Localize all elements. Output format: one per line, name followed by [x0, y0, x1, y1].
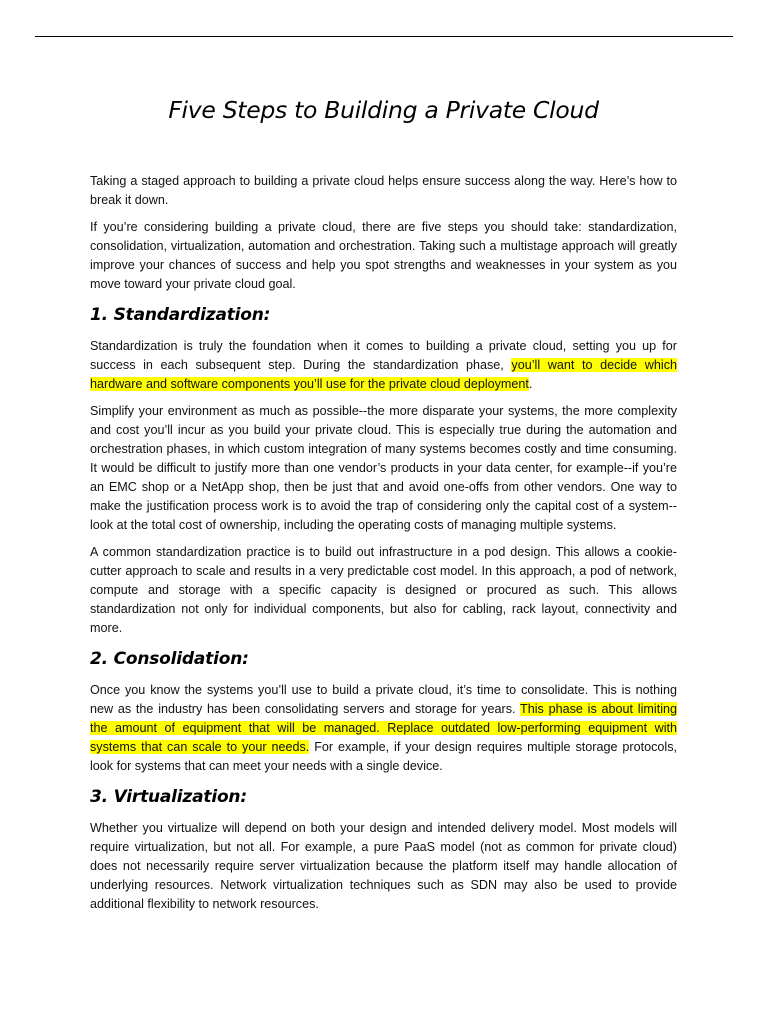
- section-heading-consolidation: 2. Consolidation:: [90, 649, 249, 669]
- paragraph-text: Standardization is truly the foundation when it comes to building a private cloud, setting you up for success in each subsequent step. During the standardization phase,: [90, 339, 677, 372]
- standardization-paragraph-1: [90, 337, 677, 394]
- paragraph-text: For example, if your design requires multiple storage protocols, look for systems that can meet your needs with a single device.: [90, 740, 677, 773]
- header-rule: [35, 36, 733, 37]
- paragraph-text: .: [528, 377, 533, 391]
- document-page: [90, 92, 677, 922]
- paragraph-text: Once you know the systems you’ll use to build a private cloud, it’s time to consolidate. This is nothing new as the industry has been consolidating servers and storage for years.: [90, 683, 677, 716]
- standardization-paragraph-2: Simplify your environment as much as possible--the more disparate your systems, the more complexity and cost you’ll incur as you build your private cloud. This is especially true during the automation and orchestration phases, in which custom integration of many systems becomes costly and time consuming. It would be difficult to justify more than one vendor’s products in your data center, for example--if you’re an EMC shop or a NetApp shop, then be just that and avoid one-offs from other vendors. One way to make the justification process work is to avoid the trap of considering only the capital cost of a system--look at the total cost of ownership, including the operating costs of managing multiple systems.: [90, 404, 677, 532]
- section-heading-standardization: 1. Standardization:: [90, 305, 271, 325]
- section-heading-virtualization: 3. Virtualization:: [90, 787, 247, 807]
- intro-paragraph-2: If you’re considering building a private cloud, there are five steps you should take: standardization, consolidation, virtualization, automation and orchestration. Taking such a multistage approach will greatly improve your chances of success and help you spot strengths and weaknesses in your system as you move toward your private cloud goal.: [90, 220, 677, 291]
- standardization-paragraph-3: A common standardization practice is to build out infrastructure in a pod design. This allows a cookie-cutter approach to scale and results in a very predictable cost model. In this approach, a pod of network, compute and storage with a specific capacity is designed or procured as such. This allows standardization not only for individual components, but also for cabling, rack layout, connectivity and more.: [90, 545, 677, 635]
- intro-paragraph-1: Taking a staged approach to building a private cloud helps ensure success along the way. Here’s how to break it down.: [90, 174, 677, 207]
- highlighted-text: you’ll want to decide which hardware and software components you’ll use for the private cloud deployment: [90, 358, 678, 391]
- consolidation-paragraph-1: [90, 681, 677, 776]
- highlighted-text: This phase is about limiting the amount of equipment that will be managed. Replace outdated low-performing equipment with systems that can scale to your needs.: [90, 702, 677, 754]
- virtualization-paragraph-1: Whether you virtualize will depend on both your design and intended delivery model. Most models will require virtualization, but not all. For example, a pure PaaS model (not as common for private cloud) does not necessarily require server virtualization because the platform itself may handle allocation of underlying resources. Network virtualization techniques such as SDN may also be used to provide additional flexibility to network resources.: [90, 821, 677, 911]
- document-title: Five Steps to Building a Private Cloud: [168, 96, 599, 124]
